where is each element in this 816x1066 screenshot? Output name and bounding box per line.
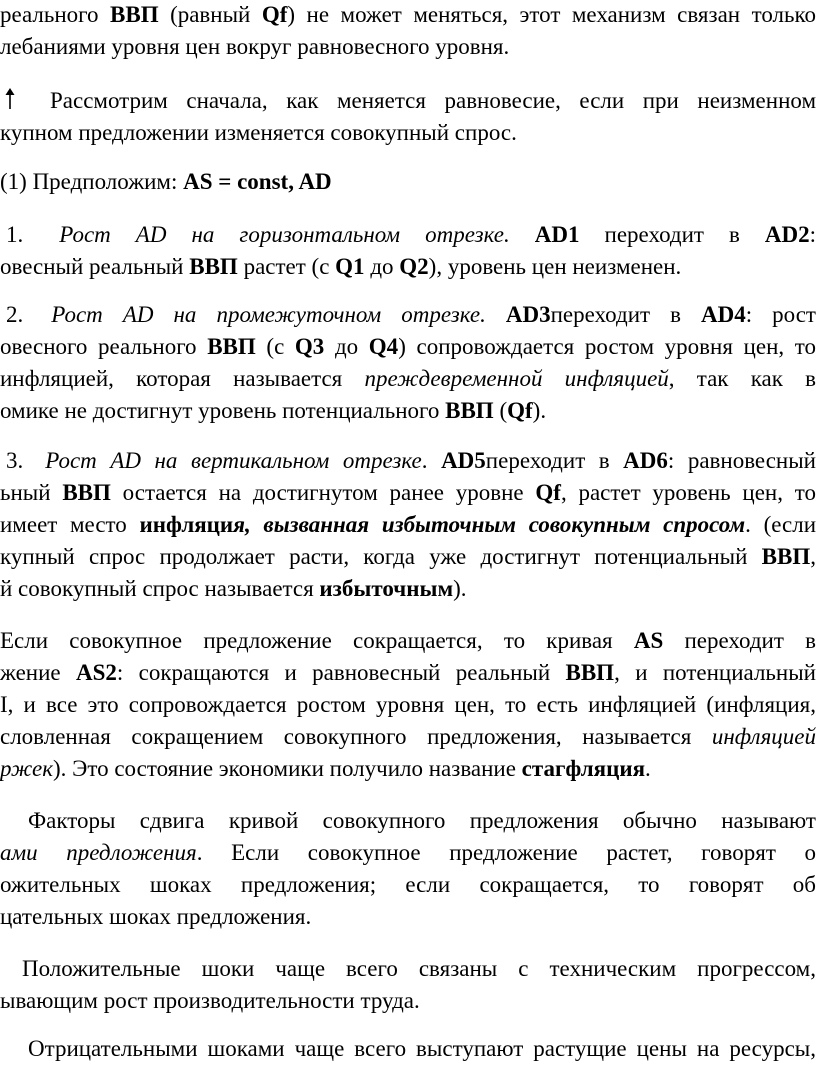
text-line: купном предложении изменяется совокупный спрос. bbox=[0, 120, 517, 145]
text-line: ьный ВВП остается на достигнутом ранее уровне Qf, растет уровень цен, то bbox=[0, 480, 816, 505]
text-line: словленная сокращением совокупного предложения, называется инфляцией bbox=[0, 724, 816, 749]
text-line: Отрицательными шоками чаще всего выступают растущие цены на ресурсы, bbox=[28, 1036, 816, 1061]
up-arrow-icon bbox=[4, 88, 16, 110]
text-line: 2. Рост AD на промежуточном отрезке. AD3переходит в AD4: рост bbox=[6, 302, 816, 327]
text-line: реального ВВП (равный Qf) не может меняться, этот механизм связан только bbox=[0, 2, 816, 27]
text-line: 1. Рост AD на горизонтальном отрезке. AD1 переходит в AD2: bbox=[6, 222, 816, 247]
text-line: инфляцией, которая называется преждевременной инфляцией, так как в bbox=[0, 366, 816, 391]
text-line: й совокупный спрос называется избыточным). bbox=[0, 576, 467, 601]
text-line: овесного реального ВВП (с Q3 до Q4) сопровождается ростом уровня цен, то bbox=[0, 334, 816, 359]
text-line: (1) Предположим: AS = const, AD bbox=[0, 169, 332, 194]
text-line: ожительных шоках предложения; если сокращается, то говорят об bbox=[0, 872, 816, 897]
text-line: цательных шоках предложения. bbox=[0, 904, 312, 929]
text-line: Положительные шоки чаще всего связаны с техническим прогрессом, bbox=[22, 956, 816, 981]
text-line: купный спрос продолжает расти, когда уже достигнут потенциальный ВВП, bbox=[0, 544, 816, 569]
text-line: лебаниями уровня цен вокруг равновесного уровня. bbox=[0, 34, 510, 59]
text-line: Факторы сдвига кривой совокупного предложения обычно называют bbox=[28, 808, 816, 833]
text-line: Рассмотрим сначала, как меняется равновесие, если при неизменном bbox=[0, 86, 816, 116]
text-line: Если совокупное предложение сокращается, то кривая AS переходит в bbox=[0, 628, 816, 653]
text-line: ржек). Это состояние экономики получило название стагфляция. bbox=[0, 756, 651, 781]
text-line: ывающим рост производительности труда. bbox=[0, 988, 420, 1013]
text-line: жение AS2: сокращаются и равновесный реальный ВВП, и потенциальный bbox=[0, 660, 816, 685]
text-line: I, и все это сопровождается ростом уровня цен, то есть инфляцией (инфляция, bbox=[0, 692, 816, 717]
text-line: ами предложения. Если совокупное предложение растет, говорят о bbox=[0, 840, 816, 865]
text-line: 3. Рост AD на вертикальном отрезке. AD5переходит в AD6: равновесный bbox=[6, 448, 816, 473]
text-line: овесный реальный ВВП растет (с Q1 до Q2), уровень цен неизменен. bbox=[0, 254, 682, 279]
text-line: омике не достигнут уровень потенциального ВВП (Qf). bbox=[0, 398, 547, 423]
text-line: имеет место инфляция, вызванная избыточным совокупным спросом. (если bbox=[0, 512, 816, 537]
